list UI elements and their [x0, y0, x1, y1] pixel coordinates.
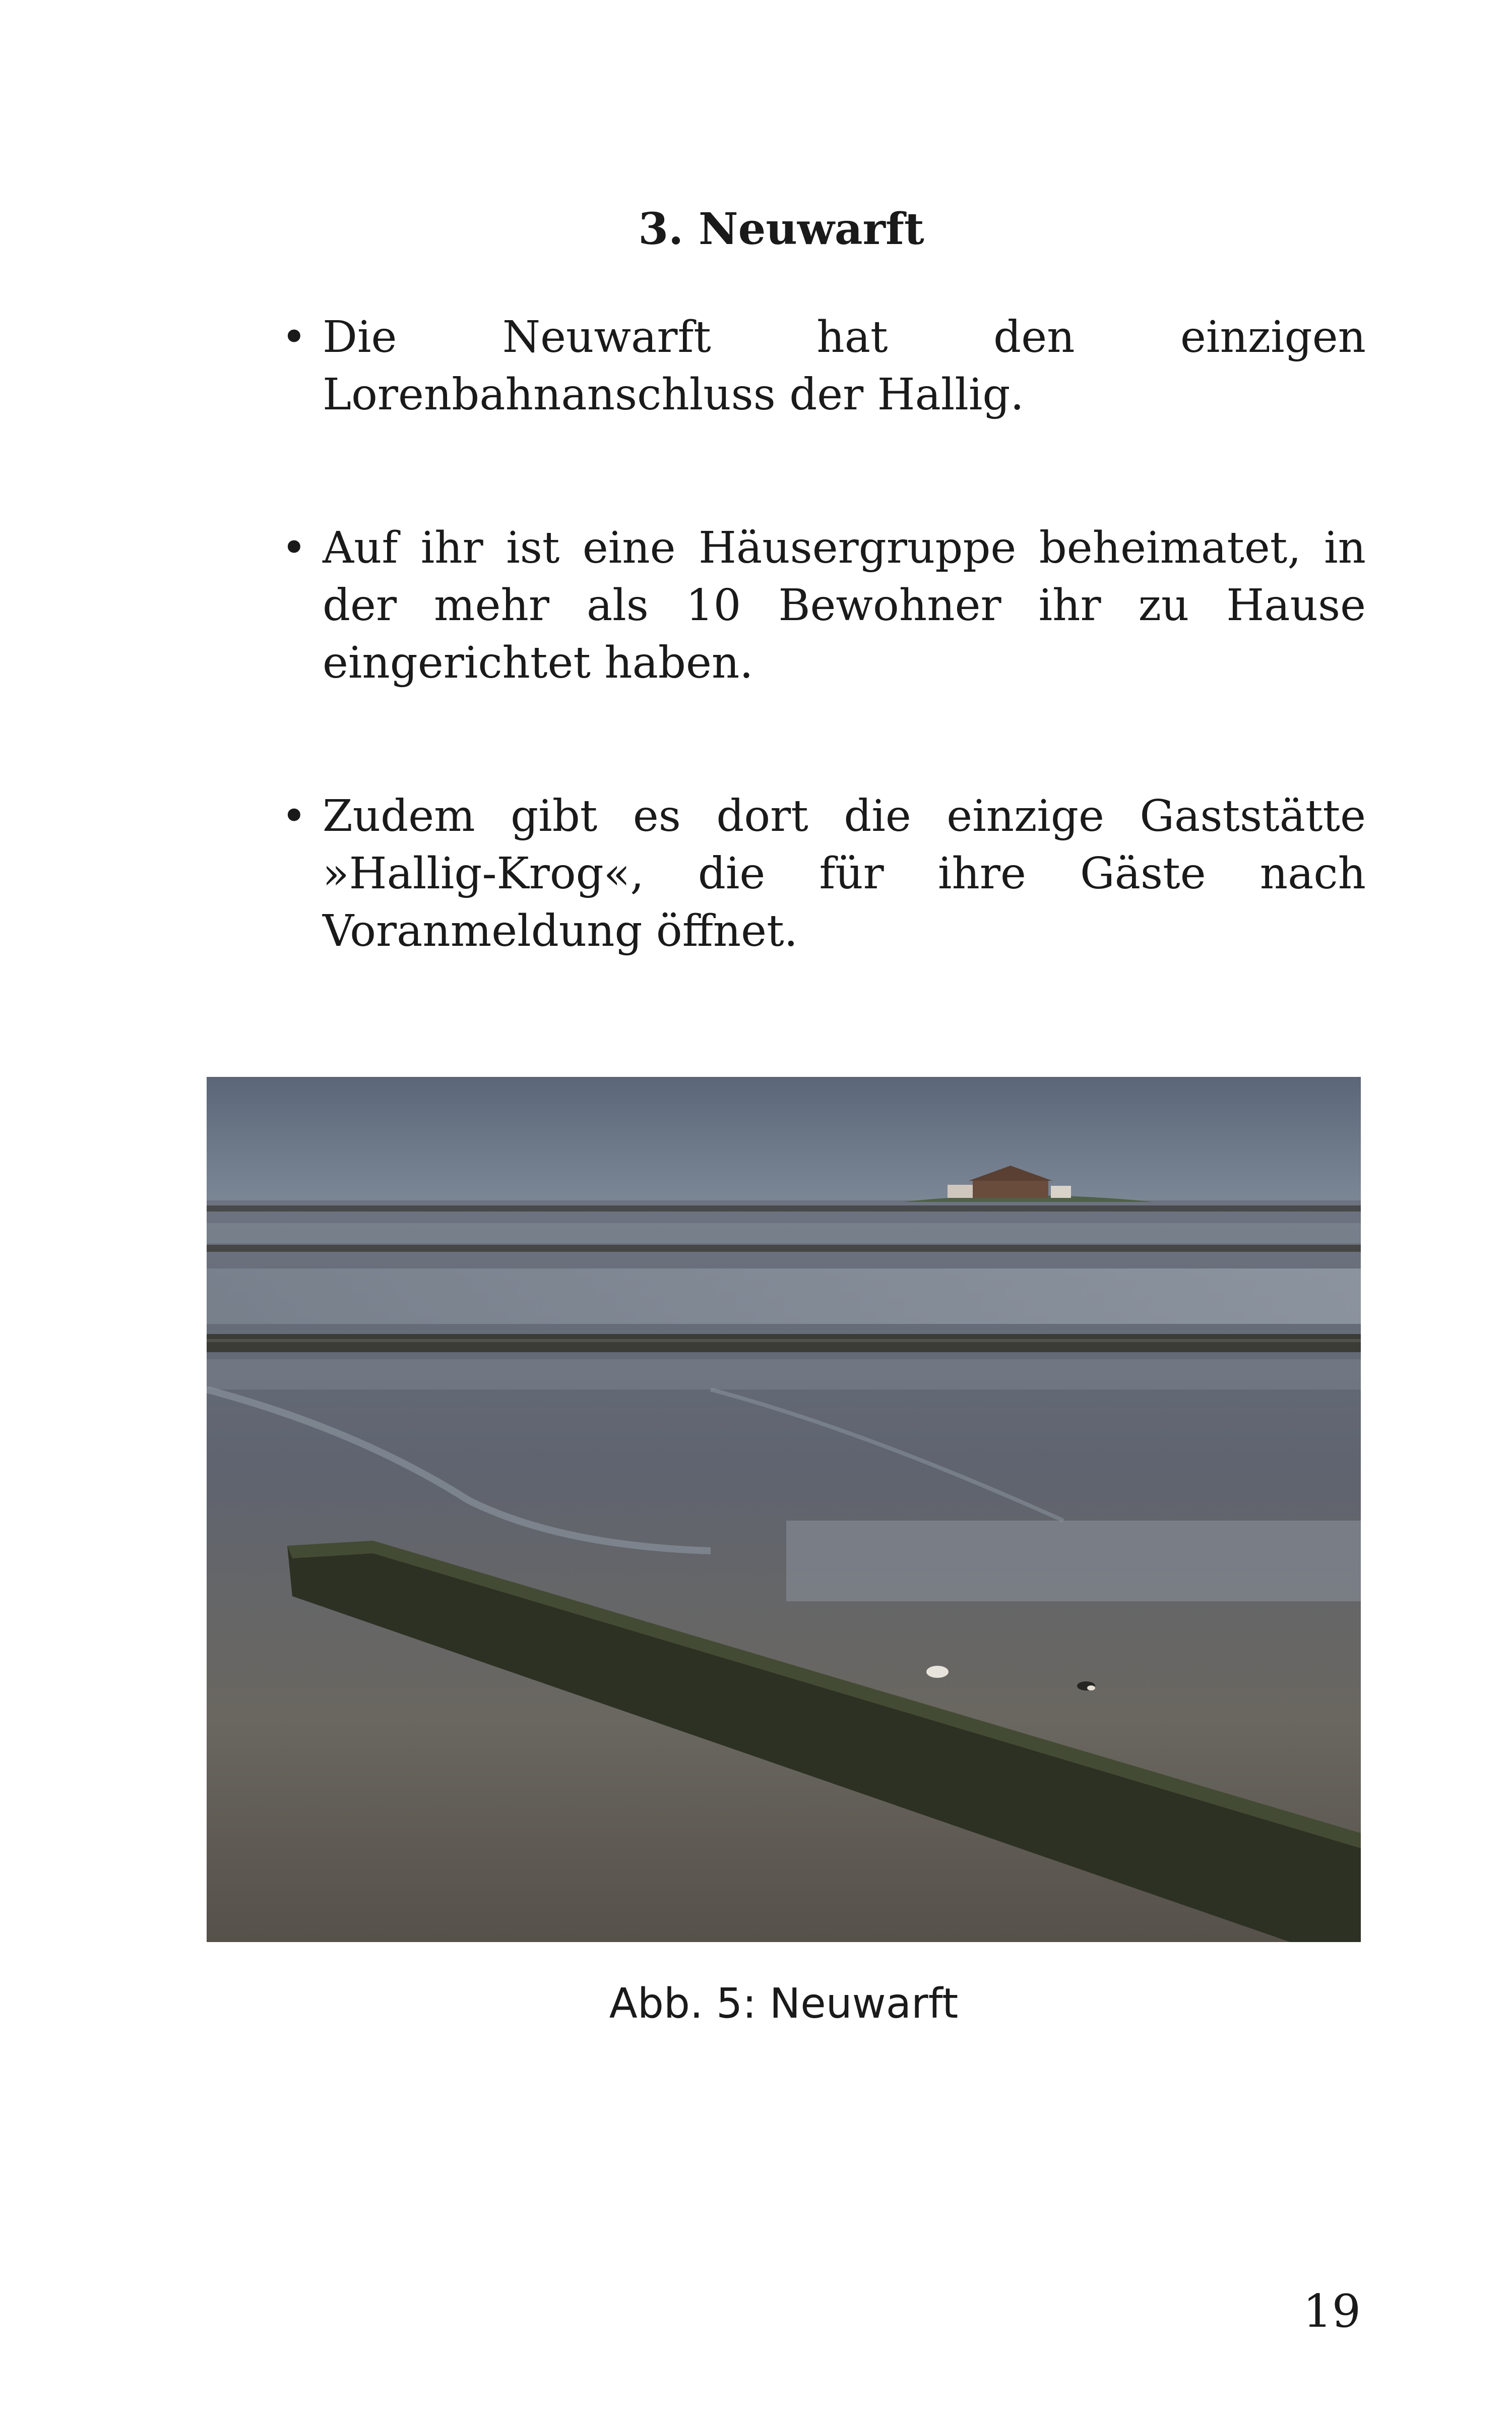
bullet-text: Zudem gibt es dort die einzige Gaststätte »Hallig-Krog«, die für ihre Gäste nach Voranmeldung öffnet. — [323, 791, 1366, 956]
figure-caption: Abb. 5: Neuwarft — [609, 1980, 959, 2028]
bullet-item-1 — [272, 309, 1366, 424]
sky — [207, 1077, 1361, 1203]
section-heading: 3. Neuwarft — [638, 204, 924, 255]
bullet-text: Auf ihr ist eine Häusergruppe beheimatet, in der mehr als 10 Bewohner ihr zu Hause eingerichtet haben. — [323, 523, 1366, 688]
page-number: 19 — [1303, 2285, 1361, 2338]
groyne-far — [207, 1334, 1361, 1352]
mudflat-photo — [207, 1077, 1361, 1942]
bullet-marker: • — [281, 523, 307, 573]
bullet-text: Die Neuwarft hat den einzigen Lorenbahnanschluss der Hallig. — [323, 312, 1366, 420]
bullet-marker: • — [281, 791, 307, 841]
bullet-list — [272, 309, 1366, 960]
bird — [926, 1666, 949, 1678]
bullet-item-2 — [272, 519, 1366, 692]
photo-neuwarft — [207, 1077, 1361, 1942]
bullet-item-3 — [272, 788, 1366, 960]
bullet-marker: • — [281, 312, 307, 362]
